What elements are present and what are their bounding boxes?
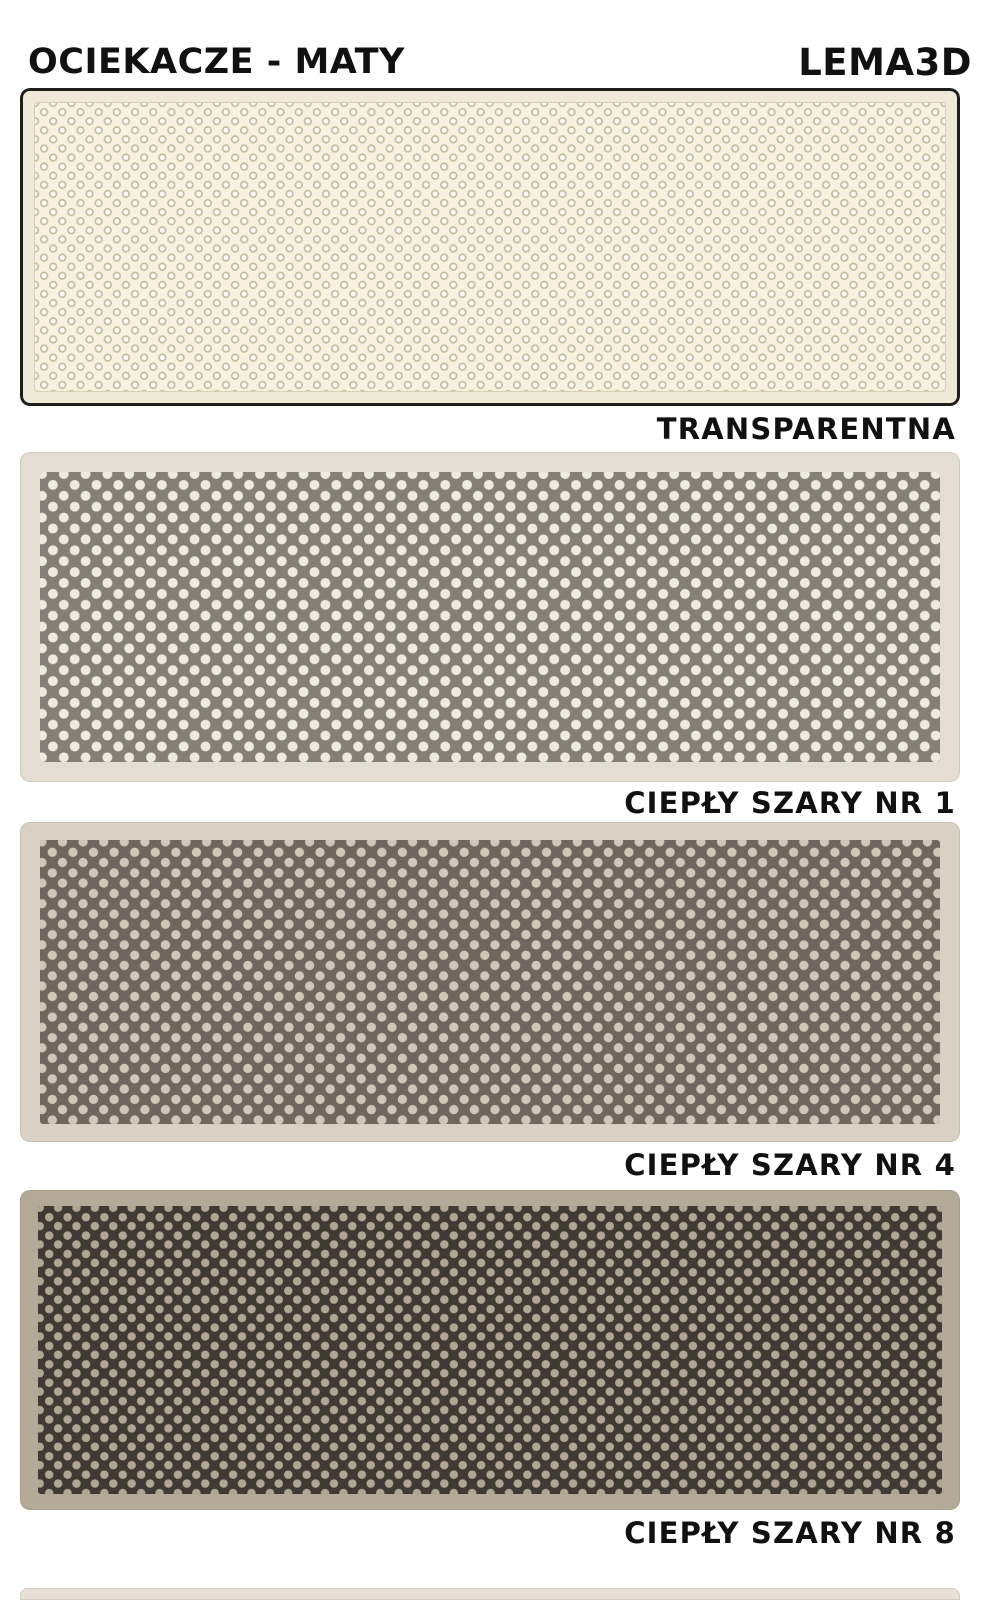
mat-sample-szary1 (20, 452, 960, 820)
mat-caption-transparentna: TRANSPARENTNA (656, 412, 956, 446)
mat-dot-pattern (38, 1206, 942, 1494)
brand-logo-text: LEMA3D (798, 40, 972, 84)
mat-frame (20, 1588, 960, 1600)
mat-surface (40, 840, 940, 1124)
mat-caption-szary4: CIEPŁY SZARY NR 4 (624, 1148, 956, 1182)
mat-surface (34, 102, 946, 392)
mat-sample-szary4 (20, 822, 960, 1182)
mat-caption-szary8: CIEPŁY SZARY NR 8 (624, 1516, 956, 1550)
mat-sample-szary8 (20, 1190, 960, 1550)
mat-image-szary4 (20, 822, 960, 1142)
mat-sample-transparentna (20, 88, 960, 446)
mat-dot-pattern (35, 103, 945, 391)
mat-surface (40, 472, 940, 762)
page-title: OCIEKACZE - MATY (28, 42, 405, 82)
mat-image-szary1 (20, 452, 960, 782)
mat-sample-next-partial (20, 1588, 960, 1600)
mat-image-szary8 (20, 1190, 960, 1510)
mat-caption-szary1: CIEPŁY SZARY NR 1 (624, 786, 956, 820)
page-header (0, 34, 1000, 90)
mat-dot-pattern (40, 840, 940, 1124)
mat-dot-pattern (40, 472, 940, 762)
mat-surface (38, 1206, 942, 1494)
mat-image-transparentna (20, 88, 960, 406)
